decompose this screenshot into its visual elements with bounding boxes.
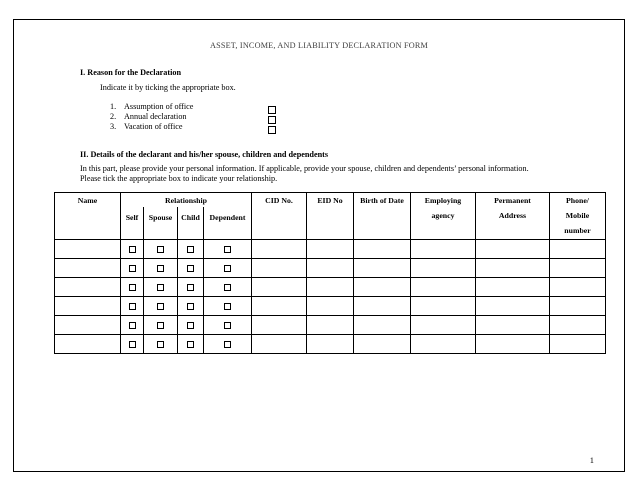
relationship-cell: [121, 278, 144, 297]
relationship-cell: [178, 316, 204, 335]
relationship-cell: [178, 240, 204, 259]
input-cell[interactable]: [476, 240, 550, 259]
relationship-cell: [204, 278, 252, 297]
name-header: Name: [55, 193, 121, 240]
relationship-header: Relationship: [121, 193, 252, 207]
declaration-table: [54, 192, 606, 354]
input-cell[interactable]: [354, 278, 411, 297]
child-checkbox[interactable]: [187, 265, 194, 272]
spouse-checkbox[interactable]: [157, 303, 164, 310]
input-cell[interactable]: [476, 297, 550, 316]
input-cell[interactable]: [550, 335, 606, 354]
self-header: Self: [121, 207, 144, 240]
reason-option: 3. Vacation of office: [110, 122, 183, 131]
input-cell[interactable]: [307, 335, 354, 354]
input-cell[interactable]: [55, 278, 121, 297]
input-cell[interactable]: [550, 240, 606, 259]
form-title: ASSET, INCOME, AND LIABILITY DECLARATION FORM: [209, 41, 428, 50]
employing-agency-header: Employing agency: [411, 193, 476, 240]
input-cell[interactable]: [354, 297, 411, 316]
spouse-checkbox[interactable]: [157, 265, 164, 272]
input-cell[interactable]: [307, 278, 354, 297]
relationship-cell: [144, 240, 178, 259]
reason-option-label: Vacation of office: [124, 122, 183, 131]
relationship-cell: [178, 278, 204, 297]
input-cell[interactable]: [252, 335, 307, 354]
input-cell[interactable]: [411, 297, 476, 316]
input-cell[interactable]: [252, 259, 307, 278]
spouse-checkbox[interactable]: [157, 284, 164, 291]
input-cell[interactable]: [411, 259, 476, 278]
relationship-cell: [204, 316, 252, 335]
relationship-cell: [121, 259, 144, 278]
dependent-checkbox[interactable]: [224, 322, 231, 329]
dependent-checkbox[interactable]: [224, 265, 231, 272]
input-cell[interactable]: [55, 259, 121, 278]
reason-option-label: Assumption of office: [124, 102, 194, 111]
table-row: [55, 278, 606, 297]
table-row: [55, 259, 606, 278]
input-cell[interactable]: [55, 240, 121, 259]
input-cell[interactable]: [252, 316, 307, 335]
reason-checkbox-group: [268, 106, 276, 136]
section-1-instruction: Indicate it by ticking the appropriate box.: [100, 83, 236, 92]
reason-option: 2. Annual declaration: [110, 112, 187, 121]
input-cell[interactable]: [411, 335, 476, 354]
input-cell[interactable]: [476, 316, 550, 335]
table-row: [55, 316, 606, 335]
input-cell[interactable]: [550, 259, 606, 278]
self-checkbox[interactable]: [129, 341, 136, 348]
section-2-paragraph-1: In this part, please provide your personal information. If applicable, provide your spouse, children and dependents’ personal information.: [80, 164, 529, 173]
reason-options-list: [110, 102, 193, 132]
input-cell[interactable]: [411, 240, 476, 259]
child-header: Child: [178, 207, 204, 240]
input-cell[interactable]: [55, 316, 121, 335]
relationship-cell: [144, 335, 178, 354]
phone-header: Phone/ Mobile number: [550, 193, 606, 240]
spouse-checkbox[interactable]: [157, 322, 164, 329]
child-checkbox[interactable]: [187, 341, 194, 348]
annual-checkbox[interactable]: [268, 116, 276, 124]
input-cell[interactable]: [354, 316, 411, 335]
relationship-cell: [178, 259, 204, 278]
spouse-checkbox[interactable]: [157, 246, 164, 253]
section-2-paragraph-2: Please tick the appropriate box to indicate your relationship.: [80, 174, 278, 183]
reason-option: 1. Assumption of office: [110, 102, 194, 111]
relationship-cell: [121, 240, 144, 259]
input-cell[interactable]: [307, 240, 354, 259]
table-row: [55, 240, 606, 259]
self-checkbox[interactable]: [129, 303, 136, 310]
permanent-address-header: Permanent Address: [476, 193, 550, 240]
input-cell[interactable]: [550, 316, 606, 335]
relationship-cell: [204, 335, 252, 354]
cid-header: CID No.: [252, 193, 307, 240]
input-cell[interactable]: [550, 297, 606, 316]
input-cell[interactable]: [55, 297, 121, 316]
assumption-checkbox[interactable]: [268, 106, 276, 114]
section-1-heading: I. Reason for the Declaration: [80, 68, 182, 77]
relationship-cell: [144, 278, 178, 297]
input-cell[interactable]: [307, 297, 354, 316]
relationship-cell: [121, 297, 144, 316]
relationship-cell: [144, 316, 178, 335]
eid-header: EID No: [307, 193, 354, 240]
child-checkbox[interactable]: [187, 303, 194, 310]
child-checkbox[interactable]: [187, 284, 194, 291]
spouse-checkbox[interactable]: [157, 341, 164, 348]
relationship-cell: [144, 297, 178, 316]
dependent-checkbox[interactable]: [224, 246, 231, 253]
input-cell[interactable]: [476, 259, 550, 278]
self-checkbox[interactable]: [129, 284, 136, 291]
page-number: 1: [589, 455, 594, 465]
table-row: [55, 297, 606, 316]
relationship-cell: [204, 259, 252, 278]
input-cell[interactable]: [55, 335, 121, 354]
dependent-checkbox[interactable]: [224, 303, 231, 310]
self-checkbox[interactable]: [129, 265, 136, 272]
input-cell[interactable]: [354, 259, 411, 278]
relationship-cell: [178, 335, 204, 354]
input-cell[interactable]: [307, 316, 354, 335]
relationship-cell: [204, 297, 252, 316]
birth-date-header: Birth of Date: [354, 193, 411, 240]
spouse-header: Spouse: [144, 207, 178, 240]
input-cell[interactable]: [411, 278, 476, 297]
input-cell[interactable]: [252, 278, 307, 297]
self-checkbox[interactable]: [129, 246, 136, 253]
relationship-cell: [121, 335, 144, 354]
input-cell[interactable]: [550, 278, 606, 297]
self-checkbox[interactable]: [129, 322, 136, 329]
dependent-checkbox[interactable]: [224, 284, 231, 291]
input-cell[interactable]: [476, 278, 550, 297]
section-2-heading: II. Details of the declarant and his/her spouse, children and dependents: [80, 150, 329, 159]
dependent-header: Dependent: [204, 207, 252, 240]
table-row: [55, 335, 606, 354]
vacation-checkbox[interactable]: [268, 126, 276, 134]
relationship-cell: [204, 240, 252, 259]
child-checkbox[interactable]: [187, 322, 194, 329]
input-cell[interactable]: [354, 240, 411, 259]
relationship-cell: [121, 316, 144, 335]
reason-option-label: Annual declaration: [124, 112, 187, 121]
relationship-cell: [144, 259, 178, 278]
child-checkbox[interactable]: [187, 246, 194, 253]
input-cell[interactable]: [411, 316, 476, 335]
input-cell[interactable]: [252, 297, 307, 316]
input-cell[interactable]: [307, 259, 354, 278]
input-cell[interactable]: [252, 240, 307, 259]
relationship-cell: [178, 297, 204, 316]
input-cell[interactable]: [476, 335, 550, 354]
dependent-checkbox[interactable]: [224, 341, 231, 348]
input-cell[interactable]: [354, 335, 411, 354]
